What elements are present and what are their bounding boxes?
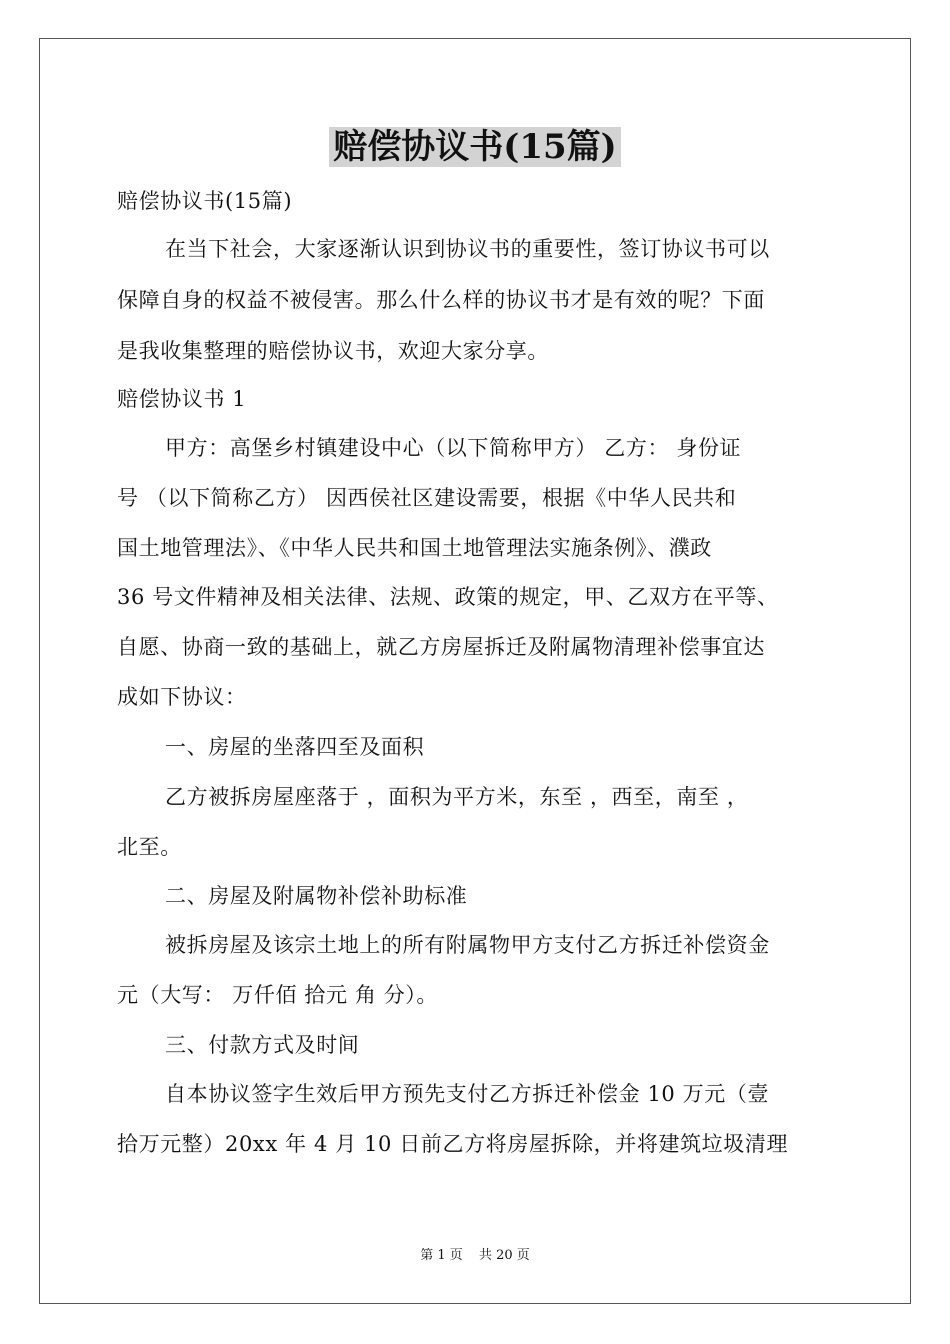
page-number: 第 1 页: [420, 1248, 463, 1263]
intro-line-3: 是我收集整理的赔偿协议书，欢迎大家分享。: [117, 339, 549, 363]
page-border: [39, 38, 911, 1304]
parties-line-6: 成如下协议：: [117, 685, 247, 709]
document-title-text: 赔偿协议书(15篇): [329, 127, 621, 167]
document-title: [0, 124, 950, 170]
section-heading-agreement-1: 赔偿协议书 1: [117, 387, 247, 411]
section-3-body-line-1: 自本协议签字生效后甲方预先支付乙方拆迁补偿金 10 万元（壹: [165, 1082, 770, 1106]
parties-line-3: 国土地管理法》、《中华人民共和国土地管理法实施条例》、濮政: [117, 536, 712, 560]
section-1-body-line-2: 北至。: [117, 835, 182, 859]
section-2-body-line-1: 被拆房屋及该宗土地上的所有附属物甲方支付乙方拆迁补偿资金: [165, 933, 770, 957]
parties-line-1: 甲方：高堡乡村镇建设中心（以下简称甲方） 乙方： 身份证: [165, 436, 742, 460]
intro-line-1: 在当下社会，大家逐渐认识到协议书的重要性，签订协议书可以: [165, 237, 770, 261]
parties-line-2: 号 （以下简称乙方） 因西侯社区建设需要，根据《中华人民共和: [117, 486, 737, 510]
section-2-body-line-2: 元（大写： 万仟佰 拾元 角 分）。: [117, 983, 438, 1007]
page-total: 共 20 页: [478, 1248, 530, 1263]
parties-line-5: 自愿、协商一致的基础上，就乙方房屋拆迁及附属物清理补偿事宜达: [117, 635, 765, 659]
subtitle: 赔偿协议书(15篇): [117, 189, 293, 213]
section-1-heading: 一、房屋的坐落四至及面积: [165, 735, 425, 759]
section-3-heading: 三、付款方式及时间: [165, 1033, 360, 1057]
section-3-body-line-2: 拾万元整）20xx 年 4 月 10 日前乙方将房屋拆除，并将建筑垃圾清理: [117, 1132, 789, 1156]
page-footer: [0, 1247, 950, 1265]
parties-line-4: 36 号文件精神及相关法律、法规、政策的规定，甲、乙双方在平等、: [117, 585, 779, 609]
section-1-body-line-1: 乙方被拆房屋座落于 ，面积为平方米，东至 ，西至，南至 ，: [165, 785, 749, 809]
intro-line-2: 保障自身的权益不被侵害。那么什么样的协议书才是有效的呢？下面: [117, 288, 765, 312]
section-2-heading: 二、房屋及附属物补偿补助标准: [165, 884, 468, 908]
